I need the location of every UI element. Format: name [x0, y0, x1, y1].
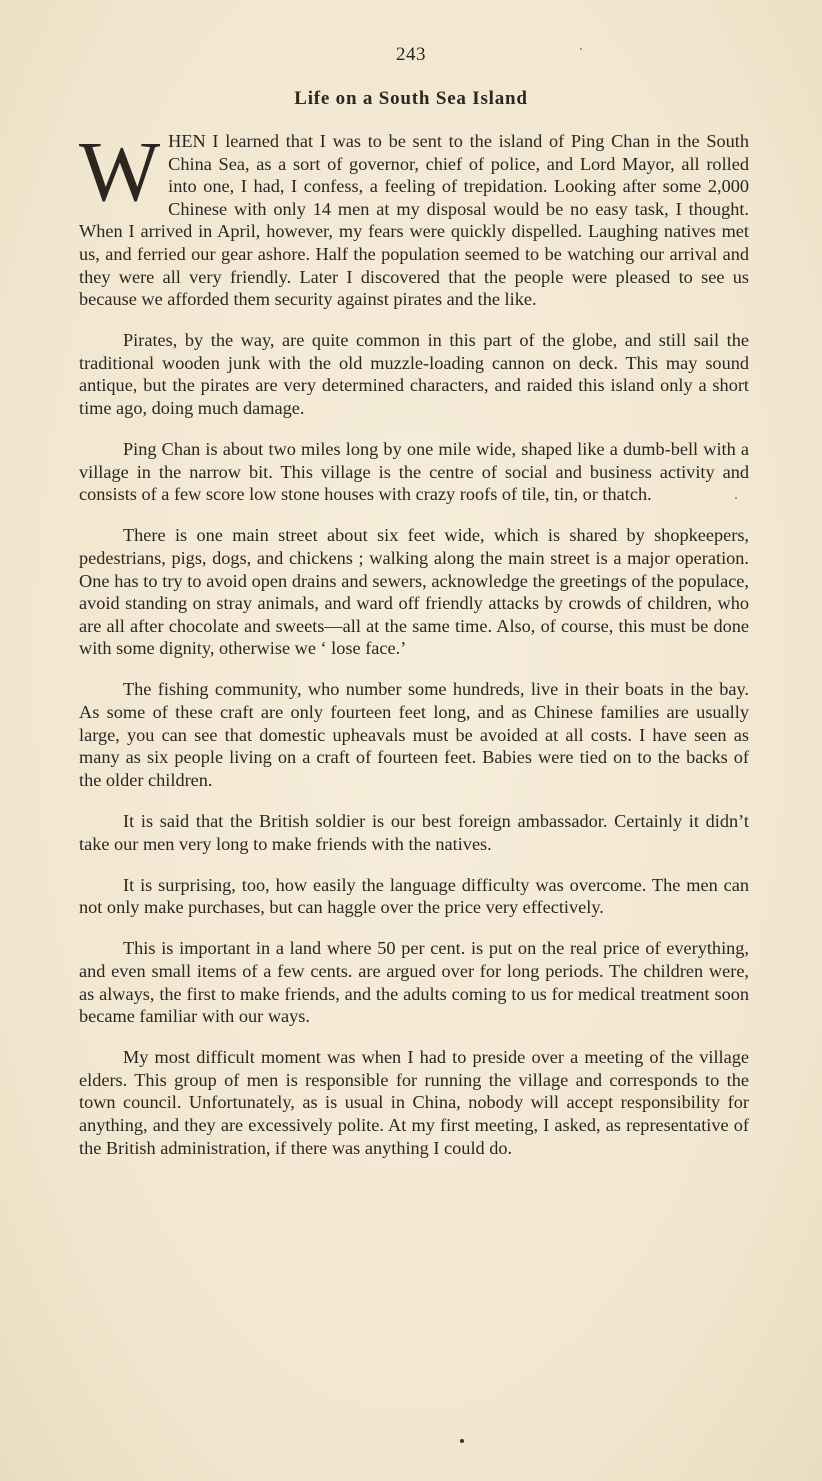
- paragraph-7: It is surprising, too, how easily the language difficulty was overcome. The men can not only make purchases, but can haggle over the price very effectively.: [79, 874, 749, 918]
- paragraph-4: There is one main street about six feet wide, which is shared by shopkeepers, pedestrians, pigs, dogs, and chickens ; walking along the main street is a major operation. One has to try to avoid open drains and sewers, acknowledge the greetings of the populace, avoid standing on stray animals, and ward off friendly attacks by crowds of children, who are all after chocolate and sweets—all at the same time. Also, of course, this must be done with some dignity, otherwise we ‘ lose face.’: [79, 525, 749, 659]
- paper-speck: [735, 497, 737, 499]
- article-title: Life on a South Sea Island: [294, 88, 528, 109]
- paragraph-9: My most difficult moment was when I had to preside over a meeting of the village elders. This group of men is responsible for running the village and corresponds to the town council. Unfortunately, as is usual in China, nobody will accept responsibility for anything, and they are excessively polite. At my first meeting, I asked, as representative of the British administration, if there was anything I could do.: [79, 1047, 749, 1158]
- paragraph-5: The fishing community, who number some hundreds, live in their boats in the bay. As some of these craft are only fourteen feet long, and as Chinese families are usually large, you can see that domestic upheavals must be avoided at all costs. I have seen as many as six people living on a craft of fourteen feet. Babies were tied on to the backs of the older children.: [79, 679, 749, 790]
- paragraph-6: It is said that the British soldier is our best foreign ambassador. Certainly it didn’t take our men very long to make friends with the natives.: [79, 810, 749, 854]
- paragraph-2: Pirates, by the way, are quite common in this part of the globe, and still sail the traditional wooden junk with the old muzzle-loading cannon on deck. This may sound antique, but the pirates are very determined characters, and raided this island only a short time ago, doing much damage.: [79, 330, 749, 419]
- drop-cap-letter: W: [79, 123, 161, 219]
- paragraph-3: Ping Chan is about two miles long by one mile wide, shaped like a dumb-bell with a village in the narrow bit. This village is the centre of social and business activity and consists of a few score low stone houses with crazy roofs of tile, tin, or thatch.: [79, 439, 749, 505]
- paper-speck: [580, 48, 582, 50]
- page-number: 243: [396, 44, 426, 65]
- paragraph-8: This is important in a land where 50 per cent. is put on the real price of everything, and even small items of a few cents. are argued over for long periods. The children were, as always, the first to make friends, and the adults coming to us for medical treatment soon became familiar with our ways.: [79, 938, 749, 1027]
- paragraph-1: [79, 123, 749, 311]
- bottom-ink-dot: [460, 1439, 464, 1443]
- article-body: [79, 123, 749, 1178]
- paragraph-1-text: HEN I learned that I was to be sent to the island of Ping Chan in the South China Sea, as a sort of governor, chief of police, and Lord Mayor, all rolled into one, I had, I confess, a feeling of trepidation. Looking after some 2,000 Chinese with only 14 men at my disposal would be no easy task, I thought. When I arrived in April, however, my fears were quickly dispelled. Laughing natives met us, and ferried our gear ashore. Half the population seemed to be watching our arrival and they were all very friendly. Later I discovered that the people were pleased to see us because we afforded them security against pirates and the like.: [79, 131, 749, 310]
